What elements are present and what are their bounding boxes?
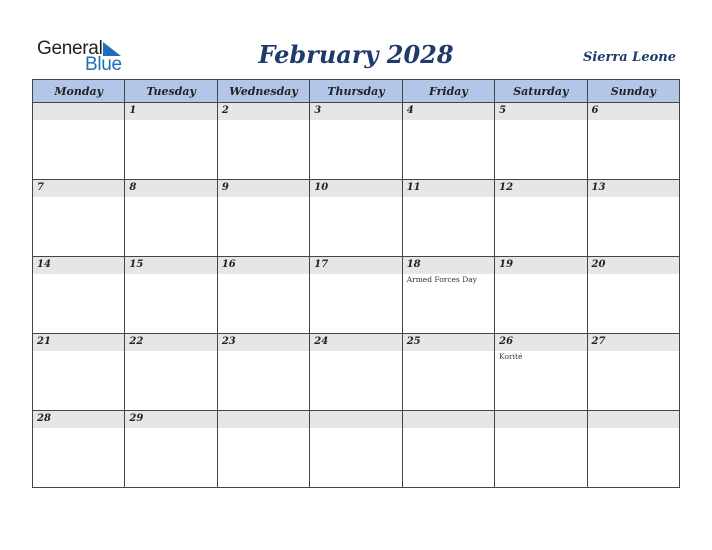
page-title: February 2028 [258,40,454,69]
day-number: 24 [314,336,329,347]
day-header-bar [33,411,124,428]
day-cell [125,257,217,334]
day-cell [125,411,217,488]
weekday-header: Friday [402,80,494,103]
day-cell [587,334,679,411]
day-header-bar [33,257,124,274]
day-header-bar [310,103,401,120]
day-number: 4 [406,105,414,116]
day-number: 18 [406,259,421,270]
day-cell [33,411,125,488]
day-cell [33,334,125,411]
day-header-bar [588,334,679,351]
day-number: 13 [591,182,606,193]
day-number: 12 [499,182,514,193]
day-cell [125,180,217,257]
day-header-bar [310,180,401,197]
day-header-bar [218,334,309,351]
day-header-bar [33,334,124,351]
day-number: 3 [314,105,322,116]
day-number: 22 [129,336,144,347]
day-header-bar [495,103,586,120]
day-cell [587,257,679,334]
day-header-bar [125,334,216,351]
day-cell [125,103,217,180]
day-number: 8 [129,182,137,193]
day-header-bar [218,257,309,274]
day-cell [495,257,587,334]
day-cell [495,180,587,257]
holiday-label: Korité [499,352,523,361]
holiday-label: Armed Forces Day [406,275,477,284]
day-cell [310,411,402,488]
week-row [33,180,680,257]
day-cell [495,103,587,180]
day-header-bar [218,411,309,428]
day-number: 1 [129,105,137,116]
day-header-bar [33,103,124,120]
weekday-header: Sunday [587,80,679,103]
weekday-header-row [33,80,680,103]
day-number: 25 [406,336,421,347]
day-number: 27 [591,336,606,347]
day-cell [217,257,309,334]
week-row [33,411,680,488]
day-header-bar [588,180,679,197]
day-number: 21 [37,336,51,347]
country-label: Sierra Leone [582,50,676,65]
day-number: 7 [37,182,44,193]
weekday-header: Tuesday [125,80,217,103]
day-cell [587,411,679,488]
day-number: 15 [129,259,144,270]
day-cell [310,180,402,257]
day-header-bar [495,180,586,197]
day-header-bar [33,180,124,197]
day-number: 6 [591,105,599,116]
day-cell [495,411,587,488]
day-number: 20 [591,259,606,270]
week-row [33,103,680,180]
day-header-bar [403,411,494,428]
day-header-bar [588,257,679,274]
day-number: 5 [499,105,507,116]
day-number: 9 [221,182,229,193]
day-cell [402,411,494,488]
day-cell [33,103,125,180]
day-cell [125,334,217,411]
day-number: 19 [499,259,514,270]
day-cell [310,103,402,180]
day-number: 2 [221,105,229,116]
day-header-bar [310,334,401,351]
day-header-bar [125,103,216,120]
weekday-header: Wednesday [217,80,309,103]
day-cell [495,334,587,411]
day-header-bar [403,180,494,197]
day-header-bar [495,257,586,274]
day-number: 14 [37,259,51,270]
day-cell [310,257,402,334]
day-cell [217,411,309,488]
day-cell [217,103,309,180]
weekday-header: Monday [33,80,125,103]
day-number: 10 [314,182,329,193]
week-row [33,257,680,334]
day-header-bar [125,257,216,274]
day-cell [217,180,309,257]
weekday-header: Thursday [310,80,402,103]
logo-general-text: General [37,38,103,59]
day-header-bar [125,180,216,197]
day-cell [587,180,679,257]
day-header-bar [310,411,401,428]
day-header-bar [495,411,586,428]
day-number: 16 [221,259,236,270]
weekday-header: Saturday [495,80,587,103]
day-header-bar [310,257,401,274]
day-header-bar [403,334,494,351]
day-cell [33,180,125,257]
logo-blue-text: Blue [85,54,122,75]
day-header-bar [125,411,216,428]
day-cell [402,334,494,411]
day-header-bar [588,103,679,120]
day-number: 17 [314,259,329,270]
day-header-bar [403,103,494,120]
day-cell [587,103,679,180]
day-cell [402,103,494,180]
day-number: 26 [499,336,514,347]
day-number: 28 [37,413,51,424]
day-cell [402,257,494,334]
calendar-grid [32,79,680,488]
day-header-bar [495,334,586,351]
day-number: 29 [129,413,144,424]
day-cell [33,257,125,334]
day-number: 11 [406,182,421,193]
day-header-bar [403,257,494,274]
week-row [33,334,680,411]
day-header-bar [218,103,309,120]
day-number: 23 [221,336,236,347]
day-header-bar [218,180,309,197]
day-header-bar [588,411,679,428]
day-cell [402,180,494,257]
day-cell [310,334,402,411]
day-cell [217,334,309,411]
